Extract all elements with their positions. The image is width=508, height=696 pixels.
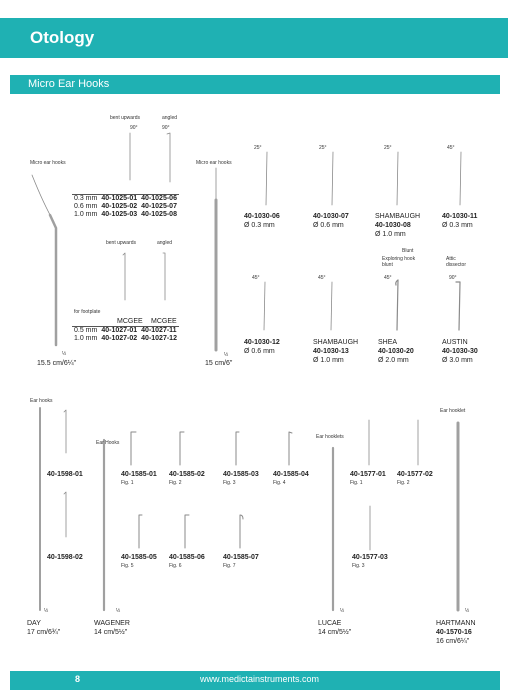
fig-label: Fig. 1 [350,480,363,486]
fig-label: Fig. 2 [397,480,410,486]
lucae-name: LUCAE [318,620,342,627]
product-dim: Ø 0.6 mm [313,222,344,229]
fig-label: Fig. 2 [169,480,182,486]
product-code: 40-1030-07 [313,213,349,220]
ear-hooklet-label: Ear hooklet [440,408,466,414]
table-row [72,211,179,219]
code-cell: 40-1025-07 [141,203,177,210]
product-code: 40-1585-02 [169,471,205,478]
website-link[interactable]: www.medictainstruments.com [200,674,320,684]
blunt-label: Blunt [402,248,414,254]
section-title: Micro Ear Hooks [28,78,110,90]
code-cell: 40-1027-12 [141,335,177,342]
product-code: 40-1030-06 [244,213,280,220]
product-dim: Ø 2.0 mm [378,357,409,364]
size-code-table-2 [72,326,179,343]
table-row [72,195,179,204]
fig-label: Fig. 4 [273,480,286,486]
day-name: DAY [27,620,41,627]
fig-label: Fig. 5 [121,563,134,569]
hook-angled-90 [167,133,170,182]
fig-label: Fig. 7 [223,563,236,569]
product-code: 40-1577-02 [397,471,433,478]
deg-label: 45° [318,275,326,281]
product-code: 40-1030-20 [378,348,414,355]
deg-label: 25° [254,145,262,151]
product-code: 40-1570-16 [436,629,472,636]
code-cell: 40-1027-01 [101,327,138,334]
fig-label: Fig. 3 [352,563,365,569]
code-cell: 40-1027-02 [101,335,138,342]
half-mark: ½ [340,608,345,614]
size-cell: 0.6 mm [74,203,98,210]
hook-bent-mcgee [123,253,125,300]
exploring-label: Exploring hook blunt [382,256,416,268]
col-bent-upwards-2: bent upwards [106,240,137,246]
hook-angled-mcgee [163,253,165,300]
col-angled-2: angled [157,240,173,246]
half-mark: ½ [116,608,121,614]
wagener-label: Ear Hooks [96,440,120,446]
product-code: 40-1585-06 [169,554,205,561]
half-mark: ½ [465,608,470,614]
wagener-size: 14 cm/5½" [94,629,128,636]
product-dim: Ø 1.0 mm [375,231,406,238]
size-code-table-1 [72,194,179,219]
product-name: AUSTIN [442,339,468,346]
deg-label: 45° [384,275,392,281]
col-bent-upwards: bent upwards [110,115,141,121]
attic-label: Attic dissector [446,256,467,268]
wagener-name: WAGENER [94,620,130,627]
deg-label: 25° [319,145,327,151]
product-dim: Ø 3.0 mm [442,357,473,364]
page-title: Otology [30,28,95,47]
size-cell: 0.3 mm [74,195,98,202]
product-code: 40-1598-02 [47,554,83,561]
table-row [72,327,179,336]
lucae-size: 14 cm/5½" [318,629,352,636]
ear-hooks-label: Ear hooks [30,398,53,404]
code-cell: 40-1025-03 [101,211,138,218]
fig-label: Fig. 3 [223,480,236,486]
product-code: 40-1030-11 [442,213,478,220]
code-cell: 40-1025-02 [101,203,138,210]
footplate-label: for footplate [74,309,101,315]
hartmann-name: HARTMANN [436,620,476,627]
product-dim: Ø 0.3 mm [244,222,275,229]
instrument-size-right: 15 cm/6" [205,360,233,367]
deg-label: 90° [130,125,138,131]
product-code: 40-1030-13 [313,348,349,355]
deg-label: 25° [384,145,392,151]
instrument-size: 15.5 cm/6¼" [37,360,77,367]
half-mark: ½ [62,351,67,357]
product-code: 40-1030-08 [375,222,411,229]
product-name: SHEA [378,339,398,346]
ear-hooklets-label: Ear hooklets [316,434,344,440]
fig-label: Fig. 6 [169,563,182,569]
product-code: 40-1585-01 [121,471,157,478]
product-code: 40-1030-12 [244,339,280,346]
deg-label: 90° [162,125,170,131]
table-row [72,335,179,343]
deg-label: 45° [447,145,455,151]
micro-ear-hooks-label: Micro ear hooks [30,160,66,166]
table-row [72,203,179,211]
half-mark: ½ [224,352,229,358]
product-code: 40-1585-04 [273,471,309,478]
day-size: 17 cm/6¾" [27,629,61,636]
deg-label: 90° [449,275,457,281]
product-dim: Ø 0.6 mm [244,348,275,355]
deg-label: 45° [252,275,260,281]
product-code: 40-1030-30 [442,348,478,355]
code-cell: 40-1025-08 [141,211,177,218]
mcgee-name: MCGEE [117,318,143,325]
half-mark: ½ [44,608,49,614]
product-name: SHAMBAUGH [313,339,359,346]
product-dim: Ø 1.0 mm [313,357,344,364]
code-cell: 40-1027-11 [139,327,179,336]
product-code: 40-1585-07 [223,554,259,561]
micro-ear-hooks-right-label: Micro ear hooks [196,160,232,166]
product-code: 40-1585-05 [121,554,157,561]
size-cell: 1.0 mm [74,211,98,218]
product-dim: Ø 0.3 mm [442,222,473,229]
col-angled: angled [162,115,178,121]
product-code: 40-1585-03 [223,471,259,478]
size-cell: 1.0 mm [74,335,98,342]
product-code: 40-1598-01 [47,471,83,478]
product-code: 40-1577-01 [350,471,386,478]
code-cell: 40-1025-06 [141,195,177,202]
product-code: 40-1577-03 [352,554,388,561]
mcgee-name: MCGEE [151,318,177,325]
size-cell: 0.5 mm [74,327,98,334]
fig-label: Fig. 1 [121,480,134,486]
code-cell: 40-1025-01 [101,195,138,202]
product-name: SHAMBAUGH [375,213,421,220]
hartmann-size: 16 cm/6¼" [436,638,470,645]
page-number: 8 [75,674,81,684]
